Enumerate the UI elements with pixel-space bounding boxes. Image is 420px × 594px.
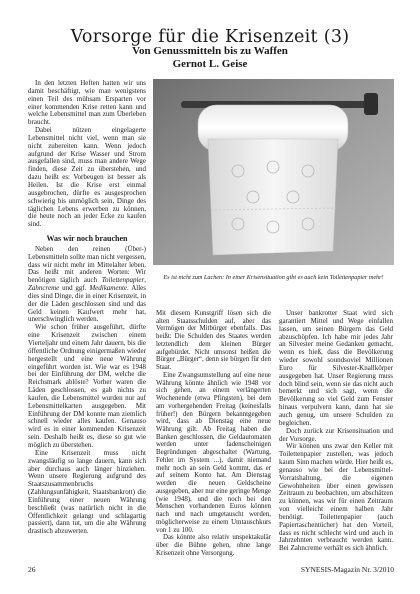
paragraph: Eine Krisenzeit muss nicht zwangsläufig so lange dauern, kann sich aber durchaus auch länger hinziehen. Wenn unsere Regierung aufgrund des Staatszusammenbruchs (Zahlungsunfähigkeit, Staatsbankrott) die Einführung einer neuen Währung beschließt (was natürlich nicht in die Öffentlichkeit gelangt und schlagartig passiert), dann tut, um die alte Währung drastisch abzuwerten. bbox=[28, 448, 146, 536]
paragraph: Eine Zwangsumstellung auf eine neue Währung könnte ähnlich wie 1948 vor sich gehen, an einem verlängerten Wochenende (etwa Pfingsten), bei dem am vorhergehenden Freitag (keinesfalls früher!) den Bürgern bekanntgegeben wird, dass ab Dienstag eine neue Währung gilt. Ab Freitag haben die Banken geschlossen, die Geldautomaten werden unter fadenscheinigen Begründungen abgeschaltet (Wartung, Fehler im System ...), damit niemand mehr noch an sein Geld kommt, das er auf seinem Konto hat. Am Dienstag werden die neuen Geldscheine ausgegeben, aber nur eine geringe Menge (wie 1948), und die noch bei den Menschen vorhandenen Euros können nach und nach umgetauscht werden, möglicherweise zu einem Umtauschkurs von 1 zu 100. bbox=[156, 371, 271, 534]
paragraph: Neben den reinen (Über-) Lebensmitteln sollte man nicht vergessen, dass wir nicht mehr im Mittelalter leben. Das heißt mit anderen Worten: Wir benötigen täglich auch Toilettenpapier, Zahncreme und ggf. Medikamente. Alles dies sind Dinge, die in einer Krisenzeit, in der die Läden geschlossen sind und das Geld keinen Kaufwert mehr hat, unerschwinglich werden. bbox=[28, 244, 146, 324]
text-column-right bbox=[279, 310, 393, 553]
paragraph: Wie schon früher ausgeführt, dürfte eine Krisenzeit zwischen einem Vierteljahr und einem Jahr dauern, bis die öffentliche Ordnung einigermaßen wieder hergestellt und eine neue Währung eingeführt worden ist. Wie war es 1948 bei der Einführung der DM, welche die Reichsmark ablöste? Vorher waren die Läden geschlossen, es gab nichts zu kaufen, die Lebensmittel wurden nur auf Lebensmittelkarten ausgegeben. Mit Einführung der DM konnte man ziemlich schnell wieder alles kaufen. Genauso wird es in einer kommenden Krisenzeit sein. Deshalb heißt es, diese so gut wie möglich zu überstehen. bbox=[28, 323, 146, 449]
paragraph: Wir können uns zwar den Keller mit Toilettenpapier zustellen, was jedoch kaum Sinn machen würde. Hier heißt es, genauso wie bei der Lebensmittel-Vorratshaltung, die eigenen Gewohnheiten über einen gewissen Zeitraum zu beobachten, um abschätzen zu können, was wir für einen Zeitraum von vielleicht einem halben Jahr benötigt. Toilettenpapier (auch Papiertaschentücher) hat den Vorteil, dass es nicht schlecht wird und auch in Jahrzehnten verbraucht werden kann. Bei Zahncreme verhält es sich ähnlich. bbox=[279, 442, 393, 553]
photo-caption: Es ist nicht zum Lachen: In einer Krisensituation gibt es auch kein Toilettenpapier mehr! bbox=[163, 274, 384, 281]
article-author: Gernot L. Geise bbox=[172, 58, 248, 70]
toilet-paper-photo bbox=[153, 79, 394, 265]
paragraph: Doch zurück zur Krisensituation und der Vorsorge. bbox=[279, 426, 393, 443]
magazine-issue: SYNESIS-Magazin Nr. 3/2010 bbox=[300, 565, 394, 574]
paragraph: Mit diesem Kunstgriff lösen sich die alten Staatsschulden auf, aber das Vermögen der Mitbürger ebenfalls. Das heißt: Die Schulden des Staates werden letztendlich dem kleinen Bürger aufgebürdet. Nicht umsonst heißen die Bürger „Bürger“, denn sie bürgen für den Staat. bbox=[156, 310, 271, 372]
article-title: Vorsorge für die Krisenzeit (3) bbox=[70, 27, 350, 47]
paragraph: Das könnte also relativ unspektakulär über die Bühne gehen, ohne lange Krisenzeit ohne Versorgung. bbox=[156, 534, 271, 557]
section-heading: Was wir noch brauchen bbox=[46, 234, 128, 244]
paragraph: Dabei nützen eingelagerte Lebensmittel nicht viel, wenn man sie nicht zubereiten kann. Wenn jedoch aufgrund der Krise Wasser und Strom ausgefallen sind, muss man andere Wege finden, diese Zeit zu überstehen, und dazu heißt es: Vorbeugen ist besser als Heilen. Ist die Krise erst einmal ausgebrochen, dürfte es ausgesprochen schwierig bis unmöglich sein, Dinge des täglichen Lebens erwerben zu können, die heute noch an jeder Ecke zu kaufen sind. bbox=[28, 126, 146, 229]
text-column-middle bbox=[156, 310, 271, 558]
paragraph: In den letzten Heften hatten wir uns damit beschäftigt, wie man wenigstens einen Teil des mühsam Ersparten vor einer kommenden Krise retten kann und welche Lebensmittel man zum Überleben braucht. bbox=[28, 79, 146, 127]
page-number: 26 bbox=[28, 565, 36, 574]
text-column-left bbox=[28, 80, 146, 536]
article-subtitle: Von Genussmitteln bis zu Waffen bbox=[132, 45, 288, 57]
paragraph: Unser bankrotter Staat wird sich garantiert Mittel und Wege einfallen lassen, um seinen Bürgern das Geld abzuschöpfen. Ich habe mir jedes Jahr an Silvester meine Gedanken gemacht, wenn es hieß, dass die Bevölkerung wieder sowohl soundsoviel Millionen Euro für Silvester-Knallkörper ausgegeben hat. Unser Regierung muss doch blind sein, wenn sie das nicht auch bemerkt und sich sagt, wenn die Bevölkerung so viel Geld zum Fenster hinaus verpulvern kann, dann hat sie auch genug, um unsere Schulden zu begleichen. bbox=[279, 309, 393, 427]
